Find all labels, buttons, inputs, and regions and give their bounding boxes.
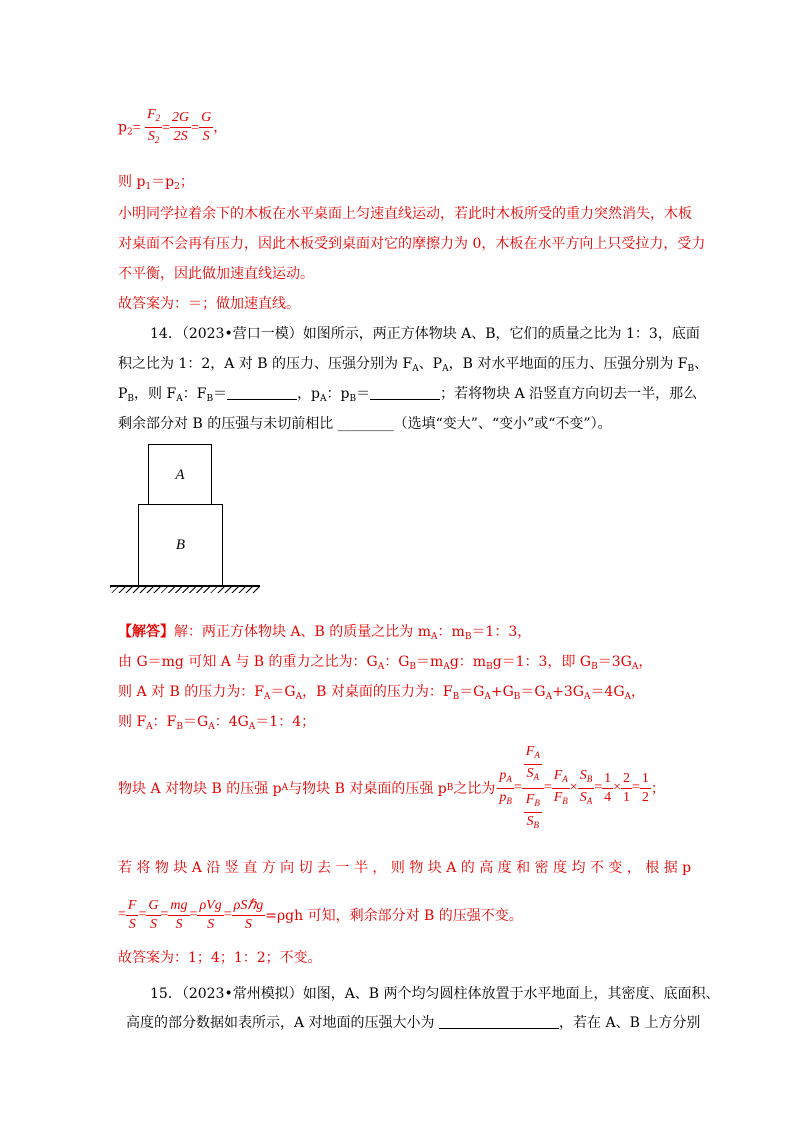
solution-line-1: 【解答】解：两正方体物块 A、B 的质量之比为 $m_A$：$m_B=1$：3，: [118, 624, 532, 642]
solution-line-6: 若 将 物 块 A 沿 竖 直 方 向 切 去 一 半 ， 则 物 块 A 的 高 度 和 密 度 均 不 变 ， 根 据 p: [118, 860, 692, 876]
block-b: B: [138, 504, 223, 587]
ground-hatch: [110, 587, 260, 593]
question-14-line-3: $P_B$，则 $F_A$：$F_B=$ ，$p_A$：$p_B=$ ；若将物块 A 沿竖直方向切去一半，那么: [118, 386, 698, 404]
pressure-ratio: 物块 A 对物块 B 的压强 p A 与物块 B 对桌面的压强 p B 之比为 $\frac{p_A}{p_B}$ = $\frac{\frac{F_A}{S_A}}{\frac{F_B}{S_B}}$ = $\frac{F_A}{F_B}$ × $\frac{S_B}{S_A}$ = $\frac{1}{4}$ × $\frac{2}{1}$ = $\frac{1}{2}$ ；: [118, 743, 665, 830]
question-15-line-1: 15．（2023•常州模拟）如图，A、B 两个均匀圆柱体放置于水平地面上，其密度、底面积、: [150, 986, 720, 1002]
formula-p2: $p_2=$ $\frac{F_2}{S_2}$ = $\frac{2G}{2S}$ = $\frac{G}{S}$ ，: [118, 107, 228, 145]
blocks-figure: [110, 440, 270, 592]
question-14-line-2: 积之比为 1：2，A 对 B 的压力、压强分别为 $F_A$、$P_A$，B 对水平地面的压力、压强分别为 $F_B$、: [118, 356, 709, 374]
solution-line-3: 则 A 对 B 的压力为：$F_A=G_A$，B 对桌面的压力为：$F_B=G_A+G_B=G_A+3G_A=4G_A$，: [118, 684, 646, 702]
question-15-line-2: 高度的部分数据如表所示，A 对地面的压强大小为 ，若在 A、B 上方分别: [126, 1015, 701, 1031]
conclusion-p1-equals-p2: 则 $p_1=p_2$；: [118, 174, 194, 192]
block-a: A: [148, 444, 212, 506]
answer-14: 故答案为：1；4；1：2；不变。: [118, 950, 322, 966]
blank-1[interactable]: [227, 385, 297, 400]
solution-line-2: 由 G＝mg 可知 A 与 B 的重力之比为：$G_A$：$G_B=m_Ag$：$m_Bg=1$：3，即 $G_B=3G_A$，: [118, 654, 653, 672]
blank-q15[interactable]: [439, 1014, 559, 1029]
question-14-line-1: 14．（2023•营口一模）如图所示，两正方体物块 A、B，它们的质量之比为 1：3，底面: [150, 326, 700, 342]
explanation-line-2: 对桌面不会再有压力，因此木板受到桌面对它的摩擦力为 0，木板在水平方向上只受拉力，受力: [118, 236, 706, 252]
question-14-line-4: 剩余部分对 B 的压强与未切前相比 ________（选填“变大”、“变小”或“不变”）。: [118, 416, 612, 432]
blank-2[interactable]: [370, 385, 440, 400]
explanation-line-3: 不平衡，因此做加速直线运动。: [118, 266, 314, 282]
answer-13: 故答案为：＝；做加速直线。: [118, 296, 300, 312]
solution-line-4: 则 $F_A$：$F_B=G_A$：$4G_A=1$：4；: [118, 714, 316, 732]
solution-line-7: = $\frac{F}{S}$ = $\frac{G}{S}$ = $\frac{mg}{S}$ = $\frac{\text{ρVg}}{S}$ = $\frac{\text{ρSℏg}}{S}$ =ρgh 可知，剩余部分对 B 的压强不变。: [118, 897, 523, 932]
explanation-line-1: 小明同学拉着余下的木板在水平桌面上匀速直线运动，若此时木板所受的重力突然消失，木板: [118, 206, 692, 222]
